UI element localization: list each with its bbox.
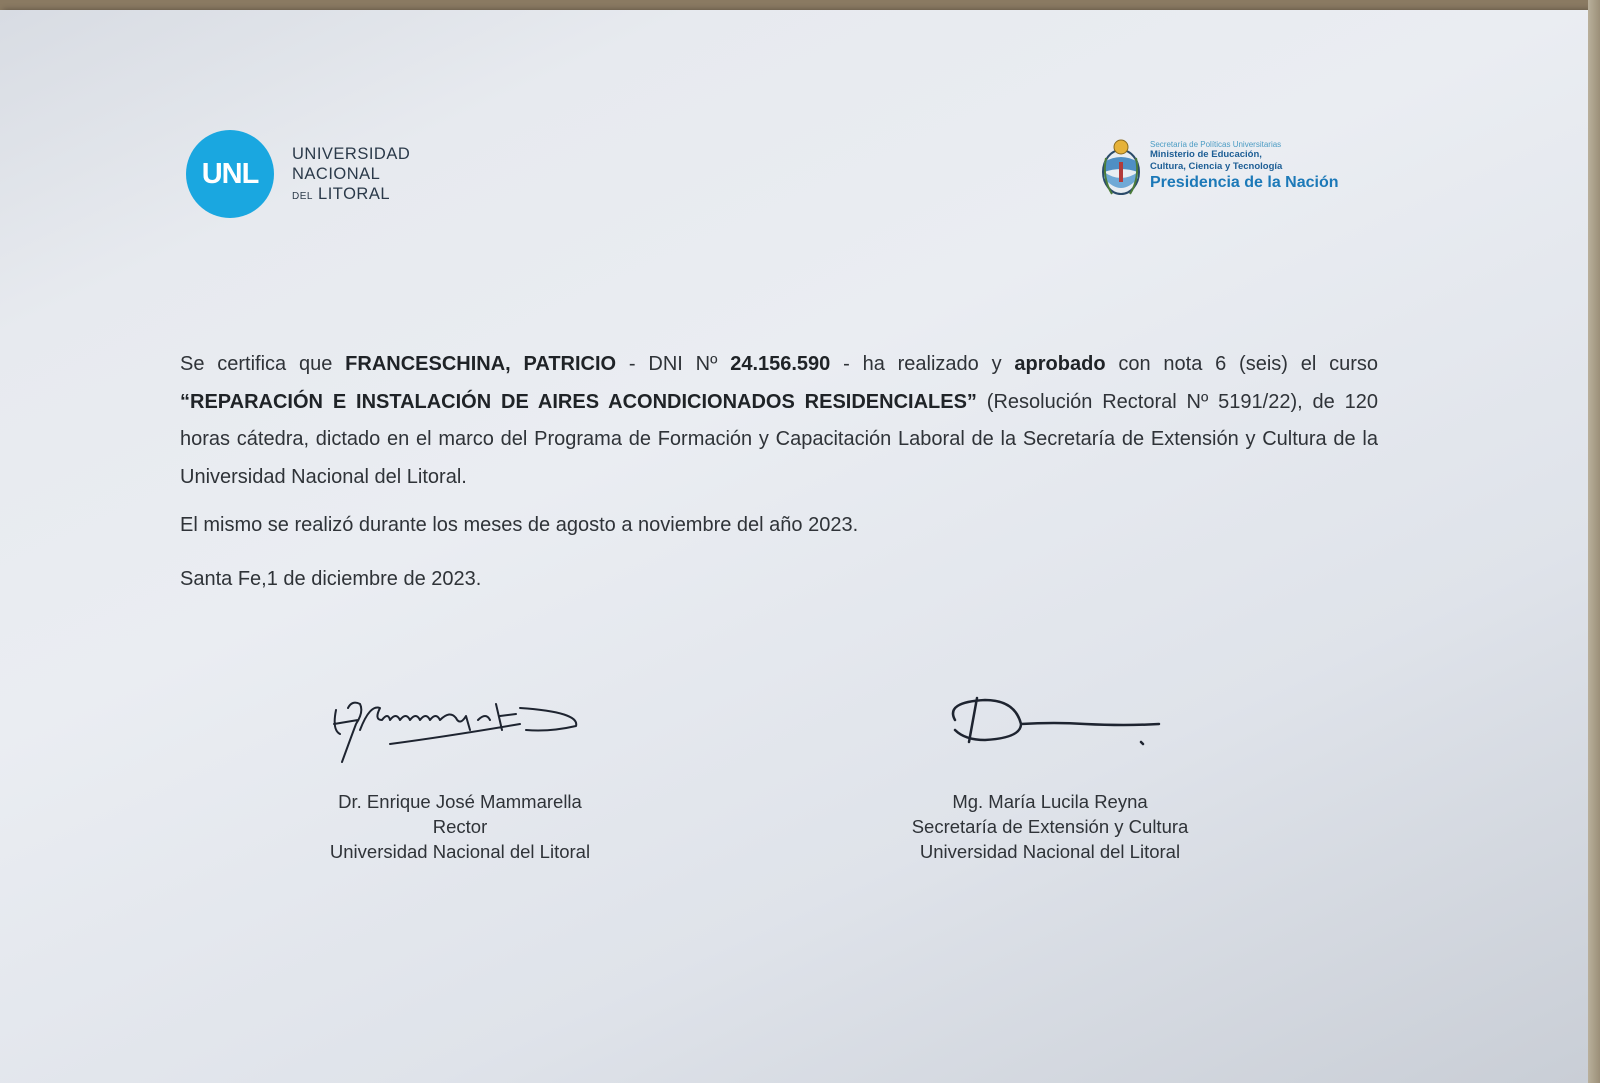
- unl-line-3-small: DEL: [292, 191, 313, 202]
- unl-line-3-main: LITORAL: [318, 185, 391, 203]
- rector-signature-block: [310, 789, 610, 864]
- unl-line-1: UNIVERSIDAD: [292, 145, 411, 163]
- gov-line-4: Presidencia de la Nación: [1150, 174, 1339, 191]
- intro-text: Se certifica que: [180, 353, 333, 375]
- government-logo: [1100, 138, 1400, 202]
- secretary-name: Mg. María Lucila Reyna: [952, 791, 1148, 812]
- text-b: con nota 6 (seis) el curso: [1118, 353, 1379, 375]
- rector-signature: [330, 690, 590, 770]
- coat-of-arms-icon: [1100, 138, 1142, 200]
- unl-line-2: NACIONAL: [292, 165, 381, 183]
- secretary-signature-block: [880, 789, 1220, 864]
- gov-line-2: Ministerio de Educación,: [1150, 149, 1262, 160]
- unl-line-3: [292, 184, 410, 207]
- text-c: (Resolución Rectoral Nº 5191/22), de 120 horas cátedra, dictado en el marco del Programa de Formación y Capacitación Laboral de la Secretaría de Extensión y Cultura de la Universidad Nacional del Litoral.: [180, 390, 1378, 488]
- recipient-name: FRANCESCHINA, PATRICIO: [345, 353, 617, 375]
- period-text: El mismo se realizó durante los meses de agosto a noviembre del año 2023.: [180, 514, 859, 536]
- certificate-paragraph: [180, 346, 1378, 496]
- dni-label: - DNI Nº: [628, 353, 718, 375]
- dni-number: 24.156.590: [730, 353, 831, 375]
- government-logo-text: [1150, 140, 1339, 192]
- rector-institution: Universidad Nacional del Litoral: [329, 841, 591, 862]
- text-a: - ha realizado y: [843, 353, 1002, 375]
- gov-line-1: Secretaría de Políticas Universitarias: [1150, 140, 1282, 149]
- rector-role: Rector: [432, 816, 488, 837]
- approved-text: aprobado: [1014, 353, 1106, 375]
- unl-logo: [186, 130, 426, 220]
- place-date-text: Santa Fe,1 de diciembre de 2023.: [180, 568, 482, 590]
- gov-line-3: Cultura, Ciencia y Tecnología: [1150, 161, 1283, 172]
- rector-name: Dr. Enrique José Mammarella: [338, 791, 582, 812]
- secretary-institution: Universidad Nacional del Litoral: [919, 841, 1181, 862]
- background-edge: [1588, 0, 1600, 1083]
- certificate-sheet: [0, 10, 1588, 1083]
- secretary-signature: [945, 690, 1175, 754]
- unl-logo-text: [292, 144, 410, 207]
- course-title: “REPARACIÓN E INSTALACIÓN DE AIRES ACONDICIONADOS RESIDENCIALES”: [180, 390, 977, 413]
- unl-logo-mark: UNL: [186, 130, 274, 218]
- secretary-role: Secretaría de Extensión y Cultura: [911, 816, 1189, 837]
